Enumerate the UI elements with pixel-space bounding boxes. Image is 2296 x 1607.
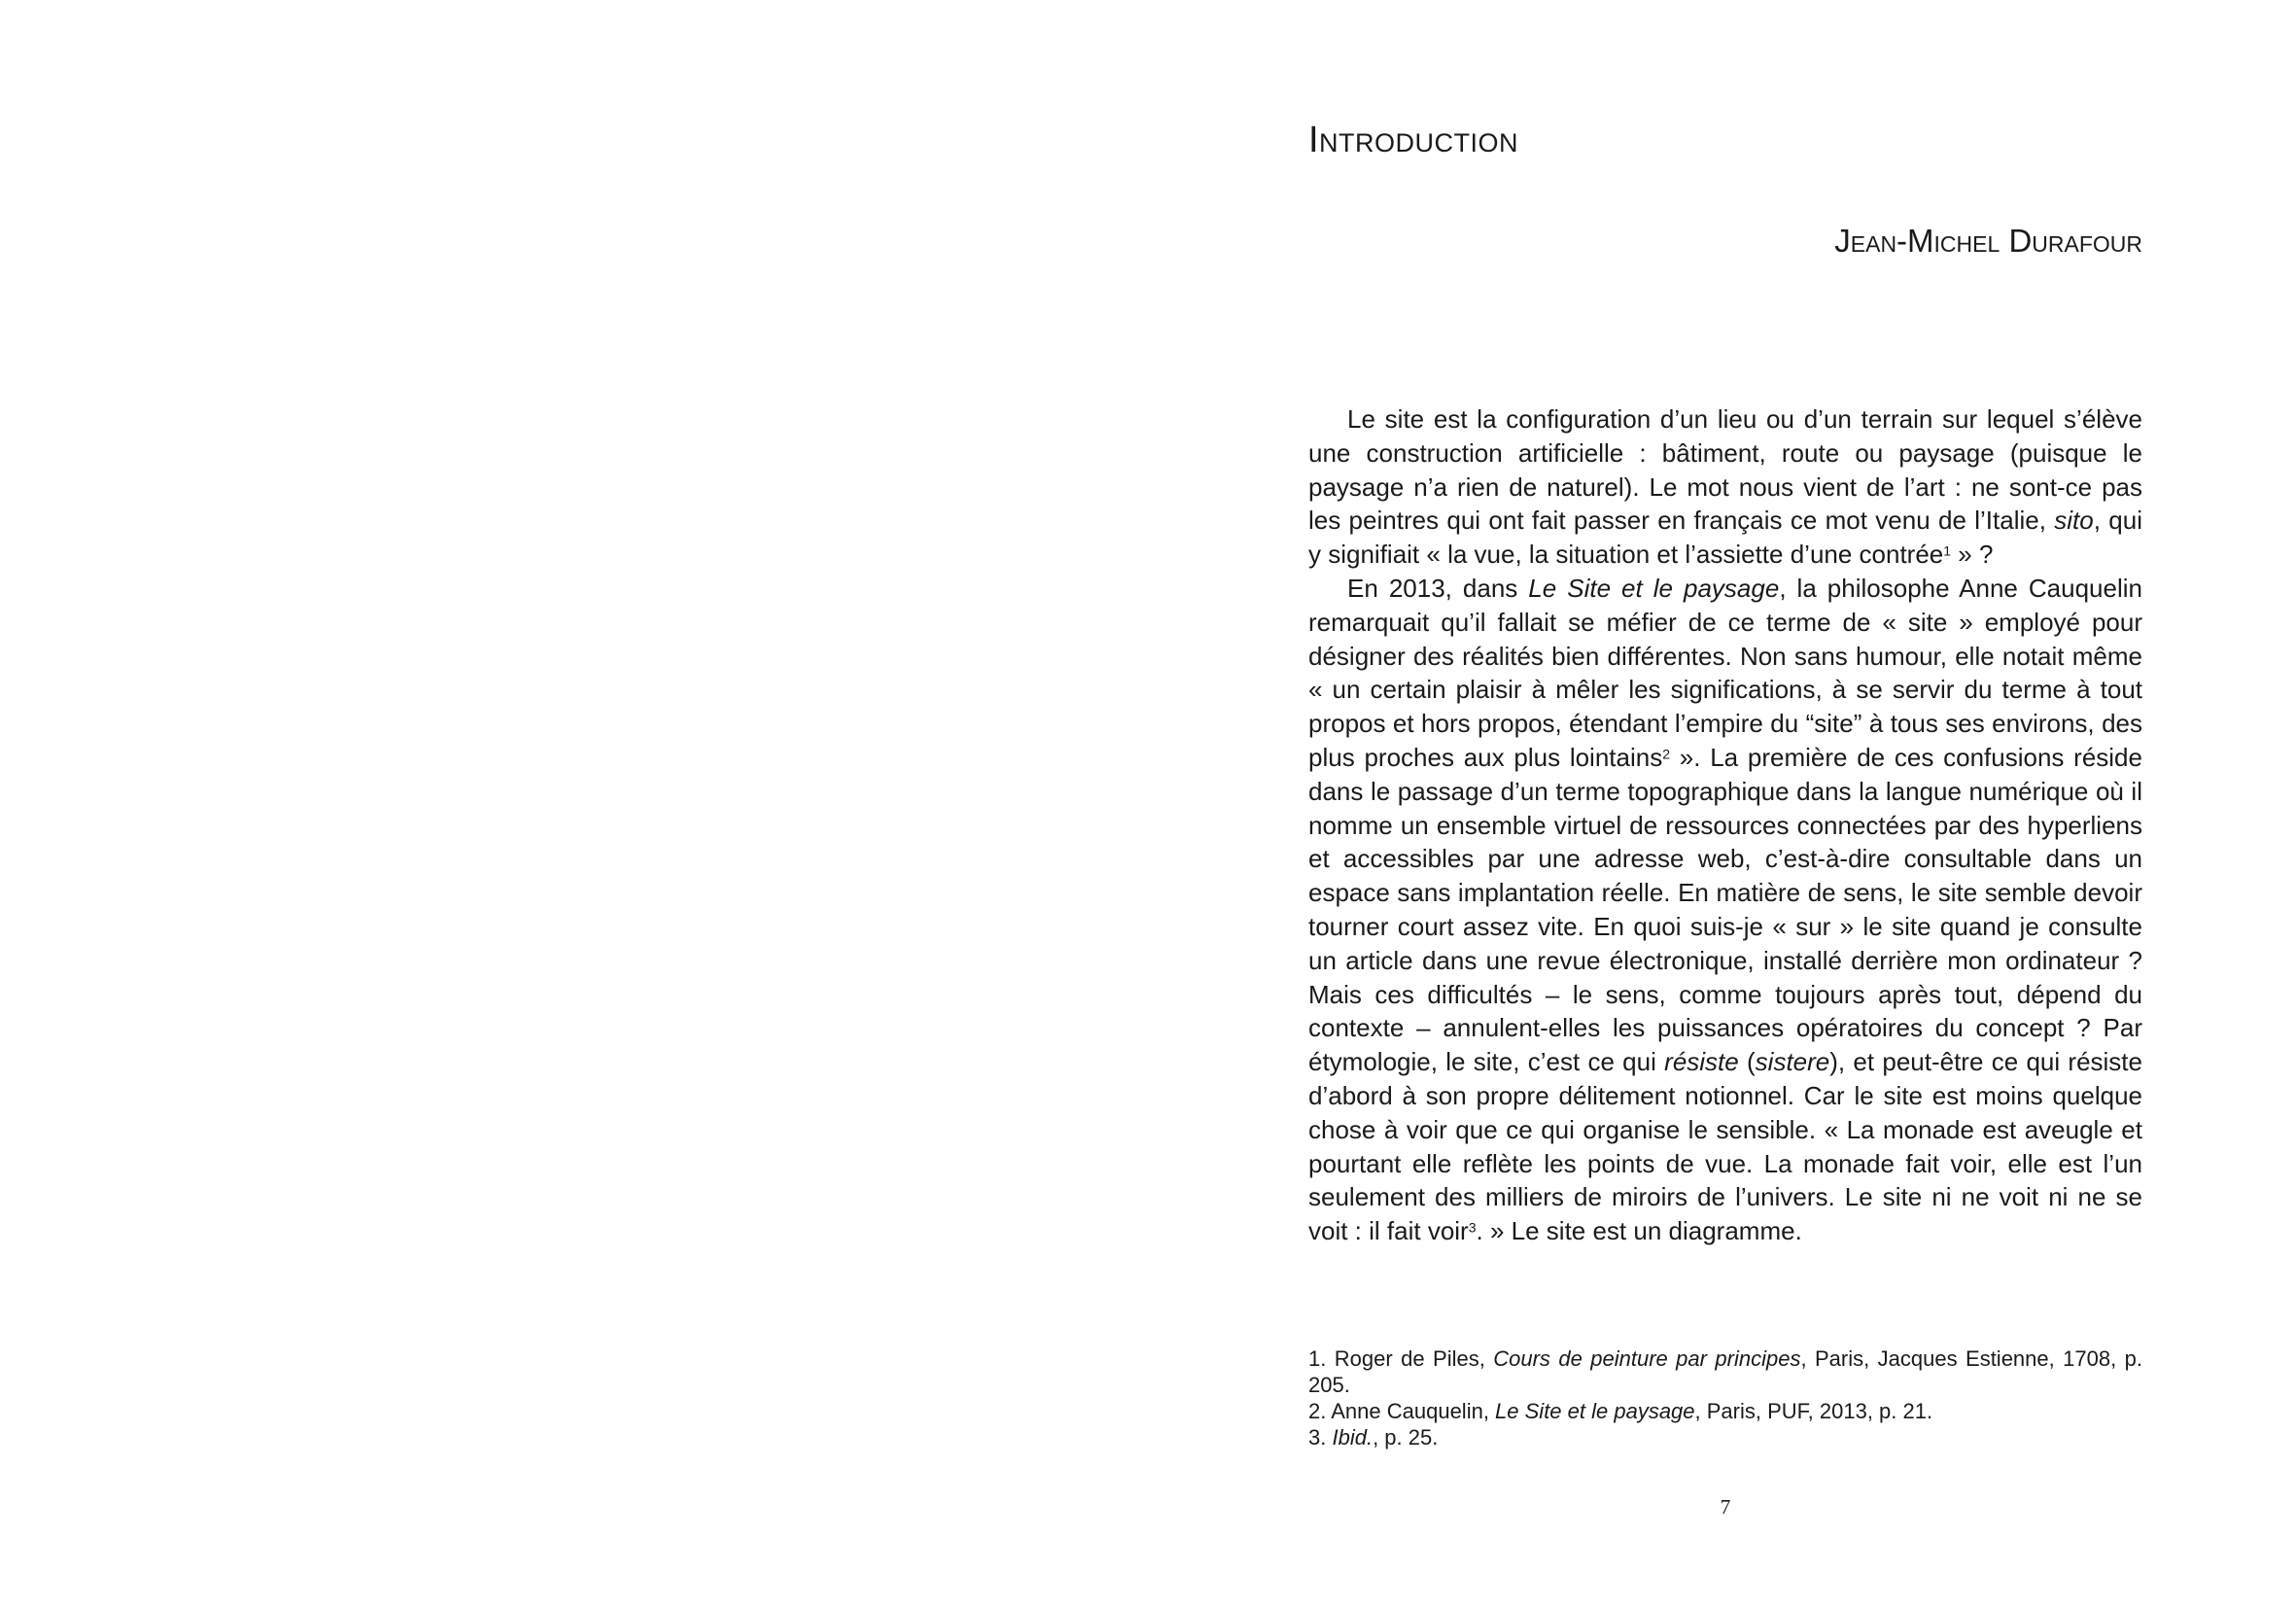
footnote-3 <box>1308 1424 2142 1450</box>
text-run: , la philosophe Anne Cauquelin remarquait qu’il fallait se méfier de ce terme de « site » employé pour désigner des réalités bien différentes. Non sans humour, elle notait même « un certain plaisir à mêler les significations, à se servir du terme à tout propos et hors propos, étendant l’empire du “site” à tous ses environs, des plus proches aux plus lointains <box>1308 573 2142 772</box>
chapter-title: Introduction <box>1308 120 1519 160</box>
text-run: » ? <box>1951 540 1994 570</box>
footnote-title: Ibid. <box>1332 1425 1374 1450</box>
italic-term: résiste <box>1664 1047 1739 1077</box>
paragraph-1 <box>1308 402 2142 572</box>
footnote-title: Le Site et le paysage <box>1495 1399 1695 1423</box>
footnote-text: , Paris, Jacques Estienne, 1708, p. 205. <box>1308 1346 2142 1397</box>
right-page <box>1148 0 2296 1607</box>
text-run: ». La première de ces confusions réside dans le passage d’un terme topographique dans la langue numérique où il nomme un ensemble virtuel de ressources connectées par des hyperliens et accessibles par une adresse web, c’est-à-dire consultable dans un espace sans implantation réelle. En matière de sens, le site semble devoir tourner court assez vite. En quoi suis-je « sur » le site quand je consulte un article dans une revue électronique, installé derrière mon ordinateur ? Mais ces difficultés – le sens, comme toujours après tout, dépend du contexte – annulent-elles les puissances opératoires du concept ? Par étymologie, le site, c’est ce qui <box>1308 742 2142 1077</box>
italic-term: sito <box>2054 506 2094 536</box>
paragraph-2 <box>1308 572 2142 1248</box>
footnote-2 <box>1308 1398 2142 1424</box>
footnotes <box>1308 1345 2142 1450</box>
text-run: En 2013, dans <box>1347 573 1529 603</box>
footnote-number: 1. <box>1308 1346 1335 1371</box>
text-run: . » Le site est un diagramme. <box>1476 1216 1802 1246</box>
footnote-number: 3. <box>1308 1425 1333 1450</box>
page-number: 7 <box>1720 1495 1731 1519</box>
text-run: , qui y signifiait « la vue, la situation et l’assiette d’une contrée <box>1308 506 2142 570</box>
footnote-1 <box>1308 1345 2142 1398</box>
body-text <box>1308 402 2142 1248</box>
author-name: Jean-Michel Durafour <box>1834 223 2142 259</box>
footnote-text: , Paris, PUF, 2013, p. 21. <box>1694 1399 1933 1423</box>
footnote-text: , p. 25. <box>1373 1425 1439 1450</box>
italic-book-title: Le Site et le paysage <box>1528 573 1780 603</box>
footnote-title: Cours de peinture par principes <box>1493 1346 1801 1371</box>
footnote-ref-3: 3 <box>1468 1219 1477 1236</box>
footnote-ref-2: 2 <box>1662 746 1671 762</box>
footnote-ref-1: 1 <box>1943 542 1952 559</box>
text-run: ( <box>1738 1047 1756 1077</box>
footnote-text: Roger de Piles, <box>1334 1346 1494 1371</box>
text-run: ), et peut-être ce qui résiste d’abord à son propre délitement notionnel. Car le site est moins quelque chose à voir que ce qui organise le sensible. « La monade est aveugle et pourtant elle reflète les points de vue. La monade fait voir, elle est l’un seulement des milliers de miroirs de l’univers. Le site ni ne voit ni ne se voit : il fait voir <box>1308 1047 2142 1246</box>
italic-term: sistere <box>1755 1047 1830 1077</box>
footnote-number: 2. <box>1308 1399 1332 1423</box>
footnote-text: Anne Cauquelin, <box>1331 1399 1496 1423</box>
text-run: Le site est la configuration d’un lieu ou d’un terrain sur lequel s’élève une construction artificielle : bâtiment, route ou paysage (puisque le paysage n’a rien de naturel). Le mot nous vient de l’art : ne sont-ce pas les peintres qui ont fait passer en français ce mot venu de l’Italie, <box>1308 404 2142 536</box>
